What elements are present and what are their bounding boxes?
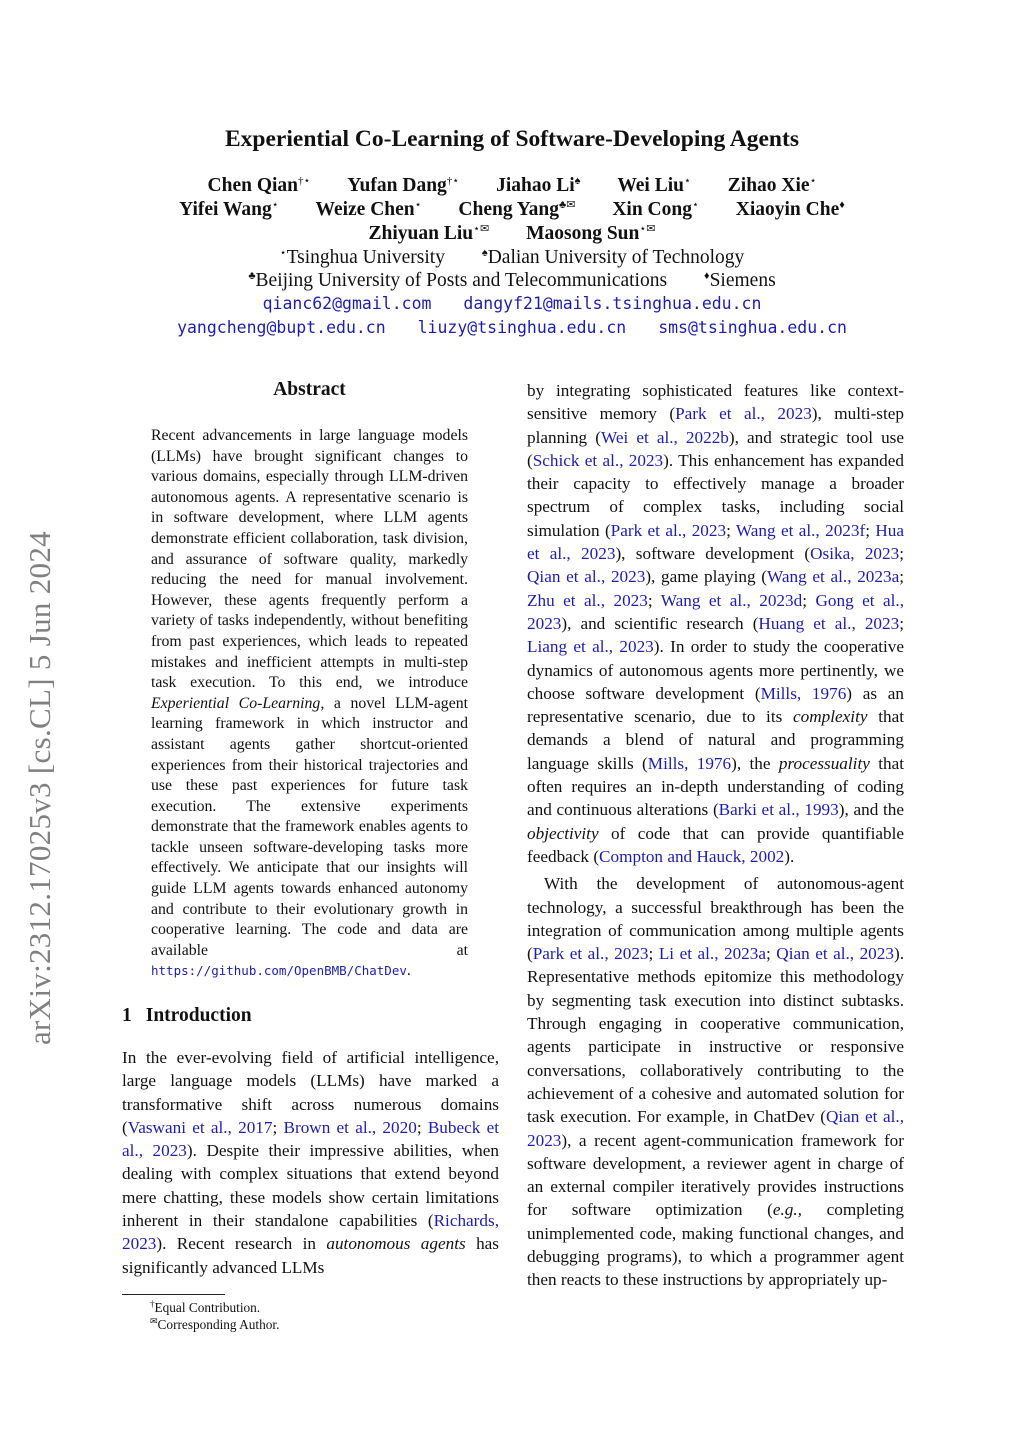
- citation-link[interactable]: Park et al., 2023: [610, 520, 727, 540]
- citation-link[interactable]: Wang et al., 2023d: [660, 590, 803, 610]
- body-text: ;: [648, 944, 659, 964]
- author: [369, 223, 490, 244]
- body-text: ), the: [731, 753, 779, 773]
- citation-link[interactable]: Wei et al., 2022b: [600, 427, 729, 447]
- citation-link[interactable]: Gong et al., 2023: [527, 590, 904, 633]
- abstract-emphasis: Experiential Co-Learning: [151, 694, 321, 712]
- arxiv-identifier: arXiv:2312.17025v3 [cs.CL] 5 Jun 2024: [22, 531, 57, 1045]
- citation-link[interactable]: Zhu et al., 2023: [527, 590, 648, 610]
- citation-link[interactable]: Wang et al., 2023f: [735, 520, 866, 540]
- author-mark: ⋆✉: [639, 223, 656, 235]
- body-text: ;: [726, 520, 736, 540]
- author: [728, 175, 817, 196]
- affiliation-mark: ⋆: [279, 247, 287, 259]
- affiliation-name: Dalian University of Technology: [487, 247, 745, 268]
- body-text: With the development of autonomous-agent technology, a successful breakthrough has been the integration of communication among multiple agents (: [527, 874, 904, 964]
- citation-link[interactable]: Qian et al., 2023: [776, 944, 894, 964]
- body-text: ;: [802, 590, 816, 610]
- body-text: ), and scientific research (: [561, 613, 759, 633]
- left-column: [122, 1046, 499, 1279]
- author-name: Zihao Xie: [727, 175, 810, 196]
- body-text: that demands a blend of natural and programming language skills (: [527, 707, 904, 773]
- author-mark: †⋆: [298, 175, 311, 187]
- affiliation-line-1: [0, 246, 1024, 270]
- citation-link[interactable]: Vaswani et al., 2017: [127, 1117, 273, 1137]
- right-column: [527, 379, 904, 1292]
- author-name: Yifei Wang: [179, 199, 272, 220]
- affiliation-name: Beijing University of Posts and Telecommunications: [255, 270, 668, 291]
- section-title: Introduction: [145, 1005, 252, 1026]
- email-line-1: [0, 294, 1024, 318]
- emphasis-text: complexity: [793, 707, 868, 727]
- author: [617, 175, 691, 196]
- email-link[interactable]: yangcheng@bupt.edu.cn: [177, 318, 386, 337]
- citation-link[interactable]: Compton and Hauck, 2002: [599, 846, 785, 866]
- affiliation-name: Siemens: [709, 270, 776, 291]
- body-text: ), multi-step planning (: [527, 404, 904, 447]
- author: [736, 199, 845, 220]
- author-mark: ♣✉: [559, 199, 576, 211]
- author: [496, 175, 580, 196]
- emphasis-text: autonomous agents: [326, 1234, 466, 1254]
- citation-link[interactable]: Mills, 1976: [760, 683, 847, 703]
- emphasis-text: processuality: [778, 753, 870, 773]
- intro-paragraph-1: [122, 1046, 499, 1279]
- abstract-text: Recent advancements in large language models (LLMs) have brought significant changes to various domains, especially through LLM-driven autonomous agents. A representative scenario is in software development, where LLM agents demonstrate efficient collaboration, task division, and assurance of software quality, markedly reducing the need for manual involvement. However, these agents frequently perform a variety of tasks independently, without benefiting from past experiences, which leads to repeated mistakes and inefficient attempts in multi-step task execution. To this end, we introduce: [151, 427, 468, 692]
- citation-link[interactable]: Barki et al., 1993: [718, 800, 839, 820]
- footnote-rule: [122, 1294, 225, 1295]
- author-mark: ♦: [839, 199, 845, 211]
- citation-link[interactable]: Mills, 1976: [647, 753, 732, 773]
- affiliation-mark: ♠: [481, 247, 488, 259]
- abstract-text: , a novel LLM-agent learning framework in which instructor and assistant agents gather shortcut-oriented experiences from their historical trajectories and use these past experiences for future task execution. The extensive experiments demonstrate that the framework enables agents to tackle unseen software-developing tasks more effectively. We anticipate that our insights will guide LLM agents towards enhanced autonomy and contribute to their evolutionary growth in cooperative learning. The code and data are available at: [151, 694, 468, 959]
- body-text: ;: [272, 1117, 284, 1137]
- citation-link[interactable]: Park et al., 2023: [675, 404, 812, 424]
- author-line-3: [0, 222, 1024, 246]
- body-text: ). Despite their impressive abilities, when dealing with complex situations that extend beyond mere chatting, these models show certain limitations inherent in their standalone capabilities (: [122, 1141, 499, 1231]
- body-text: ;: [899, 544, 904, 564]
- citation-link[interactable]: Huang et al., 2023: [758, 613, 900, 633]
- footnote-text: Corresponding Author.: [157, 1317, 280, 1332]
- body-text: ), game playing (: [645, 567, 767, 587]
- author-line-1: [0, 174, 1024, 198]
- author: [208, 175, 311, 196]
- affiliation: [248, 270, 667, 291]
- affiliation-mark: ♣: [248, 270, 256, 282]
- author-mark: ⋆✉: [473, 223, 490, 235]
- citation-link[interactable]: Brown et al., 2020: [283, 1117, 417, 1137]
- body-text: ). This enhancement has expanded their capacity to effectively manage a broader spectrum of complex tasks, including social simulation (: [527, 450, 904, 540]
- section-number: 1: [122, 1005, 132, 1026]
- abstract-body: [151, 426, 468, 982]
- body-text: ). Recent research in: [156, 1234, 327, 1254]
- paper-title: Experiential Co-Learning of Software-Developing Agents: [225, 126, 799, 152]
- email-line-2: [0, 318, 1024, 342]
- citation-link[interactable]: Liang et al., 2023: [527, 637, 654, 657]
- citation-link[interactable]: Park et al., 2023: [532, 944, 649, 964]
- email-link[interactable]: qianc62@gmail.com: [262, 294, 432, 313]
- body-text: ), software development (: [615, 544, 811, 564]
- abstract-text: .: [406, 962, 411, 980]
- body-text: ) as an representative scenario, due to its: [527, 683, 905, 727]
- body-text: In the ever-evolving field of artificial intelligence, large language models (LLMs) have marked a transformative shift across numerous domains (: [122, 1048, 499, 1137]
- footnote: [150, 1316, 279, 1333]
- affiliation-mark: ♦: [703, 270, 710, 282]
- body-text: completing unimplemented code, making functional changes, and debugging programs), to which a programmer agent then reacts to these instructions by appropriately up-: [527, 1200, 904, 1290]
- footnote-text: Equal Contribution.: [154, 1300, 261, 1315]
- email-link[interactable]: sms@tsinghua.edu.cn: [658, 318, 847, 337]
- citation-link[interactable]: Richards, 2023: [122, 1211, 499, 1254]
- author: [526, 223, 655, 244]
- author-block: [0, 174, 1024, 342]
- affiliation: [280, 247, 445, 268]
- author-line-2: [0, 198, 1024, 222]
- body-text: ;: [865, 520, 876, 540]
- author: [347, 175, 459, 196]
- citation-link[interactable]: Schick et al., 2023: [532, 450, 664, 470]
- author-mark: ⋆: [809, 175, 817, 187]
- author: [316, 199, 422, 220]
- author: [612, 199, 699, 220]
- code-link[interactable]: https://github.com/OpenBMB/ChatDev: [151, 963, 407, 979]
- citation-link[interactable]: Wang et al., 2023a: [767, 567, 900, 587]
- author-name: Zhiyuan Liu: [368, 223, 474, 244]
- affiliation-line-2: [0, 270, 1024, 294]
- body-text: ;: [416, 1117, 428, 1137]
- footnote-mark: ✉: [150, 1316, 158, 1326]
- body-text: ), and strategic tool use (: [527, 427, 905, 470]
- body-text: ).: [784, 846, 795, 866]
- email-link[interactable]: dangyf21@mails.tsinghua.edu.cn: [463, 294, 762, 313]
- body-text: ), a recent agent-communication framework for software development, a reviewer agent in charge of an external compiler iteratively provides instructions for software optimization (: [527, 1130, 904, 1220]
- affiliation: [704, 270, 776, 291]
- author-mark: ⋆: [691, 199, 699, 211]
- affiliation: [482, 247, 744, 268]
- section-heading: [122, 1005, 252, 1027]
- author-mark: ♠: [574, 175, 581, 187]
- citation-link[interactable]: Qian et al., 2023: [527, 567, 646, 587]
- emphasis-text: objectivity: [527, 823, 599, 843]
- author-name: Wei Liu: [617, 175, 684, 196]
- author-name: Cheng Yang: [458, 199, 560, 220]
- emphasis-text: e.g.,: [772, 1200, 802, 1220]
- body-text: by integrating sophisticated features like context-sensitive memory (: [527, 381, 904, 424]
- citation-link[interactable]: Li et al., 2023a: [658, 944, 766, 964]
- body-text: has significantly advanced LLMs: [122, 1234, 499, 1277]
- author-name: Chen Qian: [207, 175, 298, 196]
- body-text: that often requires an in-depth understanding of coding and continuous alterations (: [527, 753, 904, 820]
- author-name: Maosong Sun: [526, 223, 640, 244]
- citation-link[interactable]: Bubeck et al., 2023: [122, 1117, 499, 1161]
- author: [179, 199, 279, 220]
- footnote-mark: †: [150, 1299, 155, 1309]
- email-link[interactable]: liuzy@tsinghua.edu.cn: [417, 318, 627, 337]
- author-name: Jiahao Li: [496, 175, 575, 196]
- author: [458, 199, 575, 220]
- footnote: [150, 1299, 260, 1316]
- body-text: ). In order to study the cooperative dynamics of autonomous agents more pertinently, we choose software development (: [527, 637, 904, 703]
- body-text: ;: [899, 567, 904, 587]
- body-text: ;: [647, 590, 661, 610]
- intro-paragraph-2: [527, 872, 904, 1291]
- body-text: ;: [766, 944, 777, 964]
- body-text: of code that can provide quantifiable feedback (: [527, 823, 904, 866]
- author-mark: ⋆: [414, 199, 422, 211]
- author-name: Yufan Dang: [347, 175, 447, 196]
- intro-paragraph-1-continued: [527, 379, 904, 868]
- author-mark: ⋆: [684, 175, 691, 187]
- author-name: Xin Cong: [612, 199, 692, 220]
- citation-link[interactable]: Hua et al., 2023: [527, 520, 904, 564]
- affiliation-name: Tsinghua University: [286, 247, 445, 268]
- body-text: ;: [899, 613, 904, 633]
- author-name: Xiaoyin Che: [735, 199, 840, 220]
- author-name: Weize Chen: [315, 199, 415, 220]
- body-text: ), and the: [838, 800, 904, 820]
- author-mark: †⋆: [446, 175, 460, 187]
- body-text: ). Representative methods epitomize this methodology by segmenting task execution into distinct subtasks. Through engaging in cooperative communication, agents participate in instructive or responsive conversations, collaboratively contributing to the achievement of a cohesive and automated solution for task execution. For example, in ChatDev (: [527, 944, 904, 1127]
- citation-link[interactable]: Osika, 2023: [810, 544, 900, 564]
- citation-link[interactable]: Qian et al., 2023: [527, 1107, 904, 1150]
- author-mark: ⋆: [271, 199, 279, 211]
- abstract-heading: Abstract: [273, 379, 346, 400]
